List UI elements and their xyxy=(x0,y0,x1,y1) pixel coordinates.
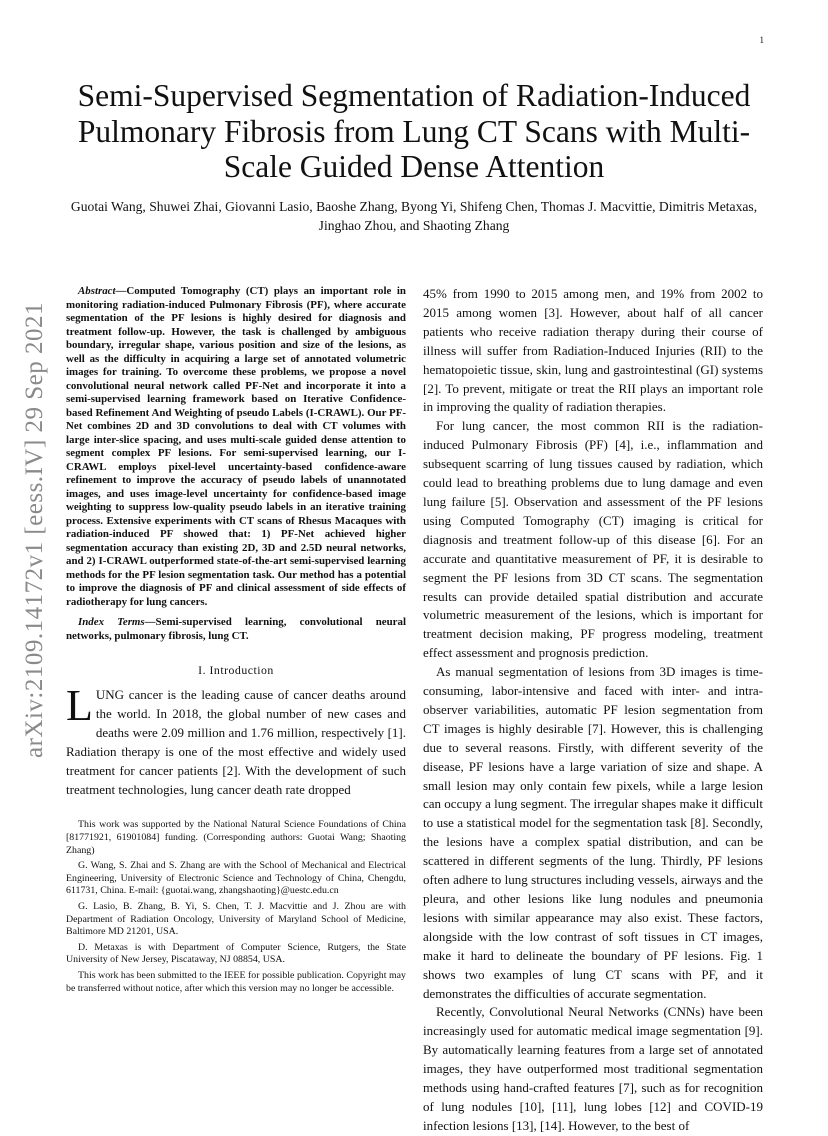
footnote-affiliation-uestc: G. Wang, S. Zhai and S. Zhang are with the School of Mechanical and Electrical Engineering, University of Electronic Science and Technology of China, Chengdu, 611731, China. E-mail: {guotai.wang, zhangshaoting}@uestc.edu.cn xyxy=(66,860,406,897)
abstract-label: Abstract xyxy=(78,285,116,297)
index-terms xyxy=(66,616,406,643)
arxiv-stamp-text: arXiv:2109.14172v1 [eess.IV] 29 Sep 2021 xyxy=(21,301,48,759)
footnote-copyright: This work has been submitted to the IEEE for possible publication. Copyright may be transferred without notice, after which this version may no longer be accessible. xyxy=(66,969,406,994)
paper-title: Semi-Supervised Segmentation of Radiation-Induced Pulmonary Fibrosis from Lung CT Scans with Multi-Scale Guided Dense Attention xyxy=(77,78,751,184)
footnote-affiliation-maryland: G. Lasio, B. Zhang, B. Yi, S. Chen, T. J. Macvittie and J. Zhou are with Department of Radiation Oncology, University of Maryland School of Medicine, Baltimore MD 21201, USA. xyxy=(66,901,406,938)
body-paragraph: As manual segmentation of lesions from 3D images is time-consuming, labor-intensive and faced with inter- and intra-observer variabilities, automatic PF lesion segmentation from CT images is highly desirable [7]. However, this is challenging due to several reasons. Firstly, with different severity of the disease, PF lesions have a large variation of size and shape. A small lesion may only contain few pixels, while a large lesion can occupy a lung segment. The irregular shapes make it difficult to use a statistical model for the segmentation task [8]. Secondly, the lesions have a complex spatial distribution, and can be scattered in different segments of the lung. Thirdly, PF lesions often adhere to lung structures including vessels, airways and the pleura, and other lesions like lung nodules and pneumonia lesions with similar appearance may also exist. These factors, alongside with the low contrast of soft tissues in CT images, make it hard to delineate the boundary of PF lesions. Fig. 1 shows two examples of lung CT scans with PF, and it demonstrates the difficulties of accurate segmentation. xyxy=(423,664,763,1001)
footnote-affiliation-rutgers: D. Metaxas is with Department of Computer Science, Rutgers, the State University of New Jersey, Piscataway, NJ 08854, USA. xyxy=(66,941,406,966)
footnotes xyxy=(66,819,406,995)
right-column xyxy=(423,285,763,1136)
intro-paragraph-text: UNG cancer is the leading cause of cancer deaths around the world. In 2018, the global number of new cases and deaths were 2.09 million and 1.76 million, respectively [1]. Radiation therapy is one of the most effective and widely used treatment for cancer patients [2]. With the development of such treatment technologies, lung cancer death rate dropped xyxy=(66,687,406,797)
index-terms-text: —Semi-supervised learning, convolutional neural networks, pulmonary fibrosis, lung CT. xyxy=(66,616,406,642)
abstract xyxy=(66,285,406,609)
abstract-text: —Computed Tomography (CT) plays an important role in monitoring radiation-induced Pulmonary Fibrosis (PF), where accurate segmentation of the PF lesions is highly desired for diagnosis and treatment follow-up. However, the task is challenged by ambiguous boundary, irregular shape, various position and size of the lesions, as well as the difficulty in acquiring a large set of annotated volumetric images for training. To overcome these problems, we propose a novel convolutional neural network called PF-Net and incorporate it into a semi-supervised learning framework based on Iterative Confidence-based Refinement And Weighting of pseudo Labels (I-CRAWL). Our PF-Net combines 2D and 3D convolutions to deal with CT volumes with large inter-slice spacing, and uses multi-scale guided dense attention to segment complex PF lesions. For semi-supervised learning, our I-CRAWL employs pixel-level uncertainty-based confidence-aware refinement to improve the accuracy of pseudo labels of unannotated images, and uses image-level uncertainty for confidence-based image weighting to suppress low-quality pseudo labels in an iterative training process. Extensive experiments with CT scans of Rhesus Macaques with radiation-induced PF showed that: 1) PF-Net achieved higher segmentation accuracy than existing 2D, 3D and 2.5D neural networks, and 2) I-CRAWL outperformed state-of-the-art semi-supervised learning methods for the PF lesion segmentation task. Our method has a potential to improve the diagnosis of PF and clinical assessment of side effects of radiotherapy for lung cancers. xyxy=(66,285,406,608)
left-column xyxy=(66,285,406,998)
section-heading-introduction: I. Introduction xyxy=(198,663,274,677)
drop-cap: L xyxy=(66,681,93,730)
body-paragraph: Recently, Convolutional Neural Networks (CNNs) have been increasingly used for automatic medical image segmentation [9]. By automatically learning features from a large set of annotated images, they have outperformed most traditional segmentation methods using hand-crafted features [7], such as for recognition of lung nodules [10], [11], lung lobes [12] and COVID-19 infection lesions [13], [14]. However, to the best of xyxy=(423,1004,763,1133)
footnote-funding: This work was supported by the National Natural Science Foundations of China [81771921, 61901084] funding. (Corresponding authors: Guotai Wang; Shaoting Zhang) xyxy=(66,819,406,856)
author-list: Guotai Wang, Shuwei Zhai, Giovanni Lasio, Baoshe Zhang, Byong Yi, Shifeng Chen, Thomas J. Macvittie, Dimitris Metaxas, Jinghao Zhou, and Shaoting Zhang xyxy=(70,199,758,233)
body-paragraph: 45% from 1990 to 2015 among men, and 19% from 2002 to 2015 among women [3]. However, about half of all cancer patients who receive radiation therapy during their course of illness will suffer from Radiation-Induced Injuries (RII) to the hematopoietic tissue, skin, lung and gastrointestinal (GI) systems [2]. To prevent, mitigate or treat the RII plays an important role in improving the quality of radiation therapies. xyxy=(423,286,763,415)
intro-paragraph xyxy=(66,681,406,799)
index-terms-label: Index Terms xyxy=(78,616,145,628)
page-number: 1 xyxy=(759,35,764,45)
arxiv-stamp xyxy=(20,285,50,775)
body-paragraph: For lung cancer, the most common RII is the radiation-induced Pulmonary Fibrosis (PF) [4], i.e., inflammation and subsequent scarring of lung tissues caused by radiation, which could lead to breathing problems due to lung damage and even lung failure [5]. Observation and assessment of the PF lesions using Computed Tomography (CT) imaging is critical for diagnosis and treatment follow-up of this disease [6]. For an accurate and quantitative measurement of PF, it is desirable to segment the PF lesions from 3D CT scans. The segmentation results can provide detailed spatial distribution and accurate volumetric measurement of the lesions, which is important for treatment decision making, PF progress modeling, treatment effect assessment and prognosis prediction. xyxy=(423,418,763,661)
